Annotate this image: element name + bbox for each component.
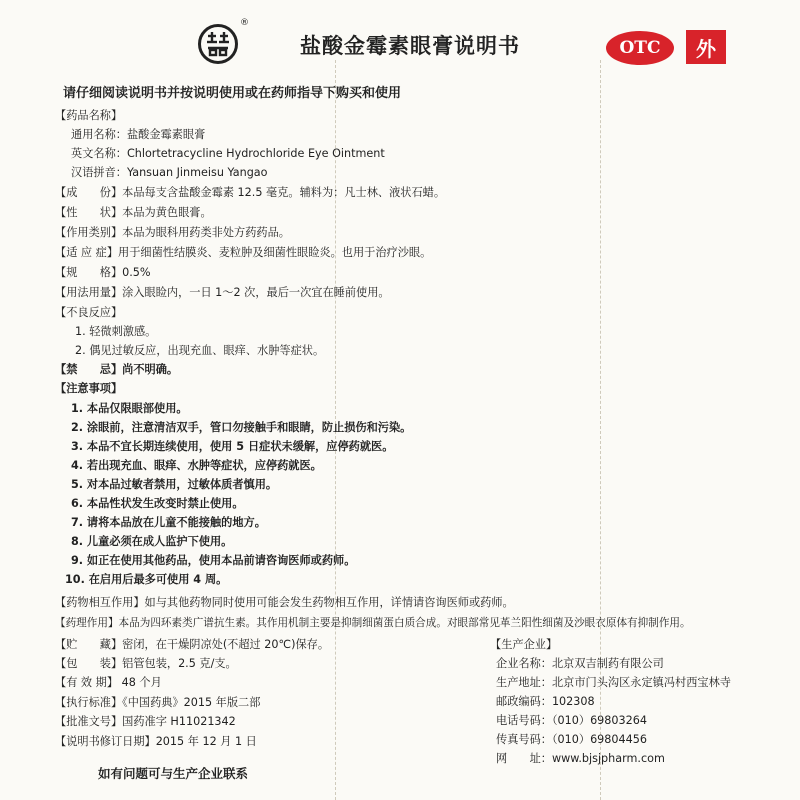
external-use-badge: 外 bbox=[686, 30, 726, 64]
english-name: 英文名称：Chlortetracycline Hydrochloride Eye Ointment bbox=[71, 147, 385, 160]
pinyin-name: 汉语拼音：Yansuan Jinmeisu Yangao bbox=[71, 166, 268, 179]
manufacturer-heading: 【生产企业】 bbox=[490, 638, 558, 651]
appearance: 【性 状】本品为黄色眼膏。 bbox=[55, 206, 212, 219]
standard: 【执行标准】《中国药典》2015 年版二部 bbox=[55, 696, 261, 709]
precaution-item: 3. 本品不宜长期连续使用，使用 5 日症状未缓解，应停药就医。 bbox=[71, 440, 394, 453]
storage: 【贮 藏】密闭，在干燥阴凉处(不超过 20℃)保存。 bbox=[55, 638, 330, 651]
manufacturer-name: 企业名称：北京双吉制药有限公司 bbox=[496, 657, 664, 670]
interactions: 【药物相互作用】如与其他药物同时使用可能会发生药物相互作用，详情请咨询医师或药师。 bbox=[55, 596, 514, 609]
precaution-item: 6. 本品性状发生改变时禁止使用。 bbox=[71, 497, 244, 510]
precaution-item: 10. 在启用后最多可使用 4 周。 bbox=[65, 573, 228, 586]
precaution-item: 1. 本品仅限眼部使用。 bbox=[71, 402, 188, 415]
name-heading: 【药品名称】 bbox=[55, 109, 123, 122]
manufacturer-website: 网 址：www.bjsjpharm.com bbox=[496, 752, 665, 765]
composition: 【成 份】本品每支含盐酸金霉素 12.5 毫克。辅料为：凡士林、液状石蜡。 bbox=[55, 186, 446, 199]
precaution-item: 7. 请将本品放在儿童不能接触的地方。 bbox=[71, 516, 266, 529]
indications: 【适 应 症】用于细菌性结膜炎、麦粒肿及细菌性眼睑炎。也用于治疗沙眼。 bbox=[55, 246, 432, 259]
adverse-item: 1. 轻微刺激感。 bbox=[75, 325, 157, 338]
precautions-heading: 【注意事项】 bbox=[55, 382, 123, 395]
contraindications: 【禁 忌】尚不明确。 bbox=[55, 363, 179, 376]
brand-logo-icon bbox=[198, 24, 238, 64]
manufacturer-fax: 传真号码：（010）69804456 bbox=[496, 733, 648, 746]
manufacturer-postcode: 邮政编码：102308 bbox=[496, 695, 595, 708]
package: 【包 装】铝管包装，2.5 克/支。 bbox=[55, 657, 237, 670]
validity: 【有 效 期】 48 个月 bbox=[55, 676, 162, 689]
registered-mark-icon: ® bbox=[240, 18, 249, 28]
specification: 【规 格】0.5% bbox=[55, 266, 151, 279]
generic-name: 通用名称：盐酸金霉素眼膏 bbox=[71, 128, 206, 141]
contact-note: 如有问题可与生产企业联系 bbox=[98, 766, 249, 781]
precaution-item: 4. 若出现充血、眼痒、水肿等症状，应停药就医。 bbox=[71, 459, 322, 472]
otc-badge: OTC bbox=[606, 31, 674, 65]
precaution-item: 8. 儿童必须在成人监护下使用。 bbox=[71, 535, 233, 548]
header bbox=[0, 0, 800, 78]
manufacturer-phone: 电话号码：（010）69803264 bbox=[496, 714, 648, 727]
pharmacology: 【药理作用】本品为四环素类广谱抗生素。其作用机制主要是抑制细菌蛋白质合成。对眼部常见革兰阳性细菌及沙眼衣原体有抑制作用。 bbox=[55, 617, 691, 629]
precaution-item: 2. 涂眼前，注意清洁双手，管口勿接触手和眼睛，防止损伤和污染。 bbox=[71, 421, 412, 434]
category: 【作用类别】本品为眼科用药类非处方药药品。 bbox=[55, 226, 290, 239]
dosage: 【用法用量】涂入眼睑内，一日 1～2 次，最后一次宜在睡前使用。 bbox=[55, 286, 390, 299]
document-title: 盐酸金霉素眼膏说明书 bbox=[300, 34, 520, 58]
revision-date: 【说明书修订日期】2015 年 12 月 1 日 bbox=[55, 735, 257, 748]
precaution-item: 5. 对本品过敏者禁用，过敏体质者慎用。 bbox=[71, 478, 278, 491]
usage-instruction: 请仔细阅读说明书并按说明使用或在药师指导下购买和使用 bbox=[63, 86, 402, 101]
adverse-heading: 【不良反应】 bbox=[55, 306, 123, 319]
approval-number: 【批准文号】国药准字 H11021342 bbox=[55, 715, 236, 728]
manufacturer-address: 生产地址：北京市门头沟区永定镇冯村西宝林寺 bbox=[496, 676, 731, 689]
precaution-item: 9. 如正在使用其他药品，使用本品前请咨询医师或药师。 bbox=[71, 554, 356, 567]
adverse-item: 2. 偶见过敏反应，出现充血、眼痒、水肿等症状。 bbox=[75, 344, 325, 357]
